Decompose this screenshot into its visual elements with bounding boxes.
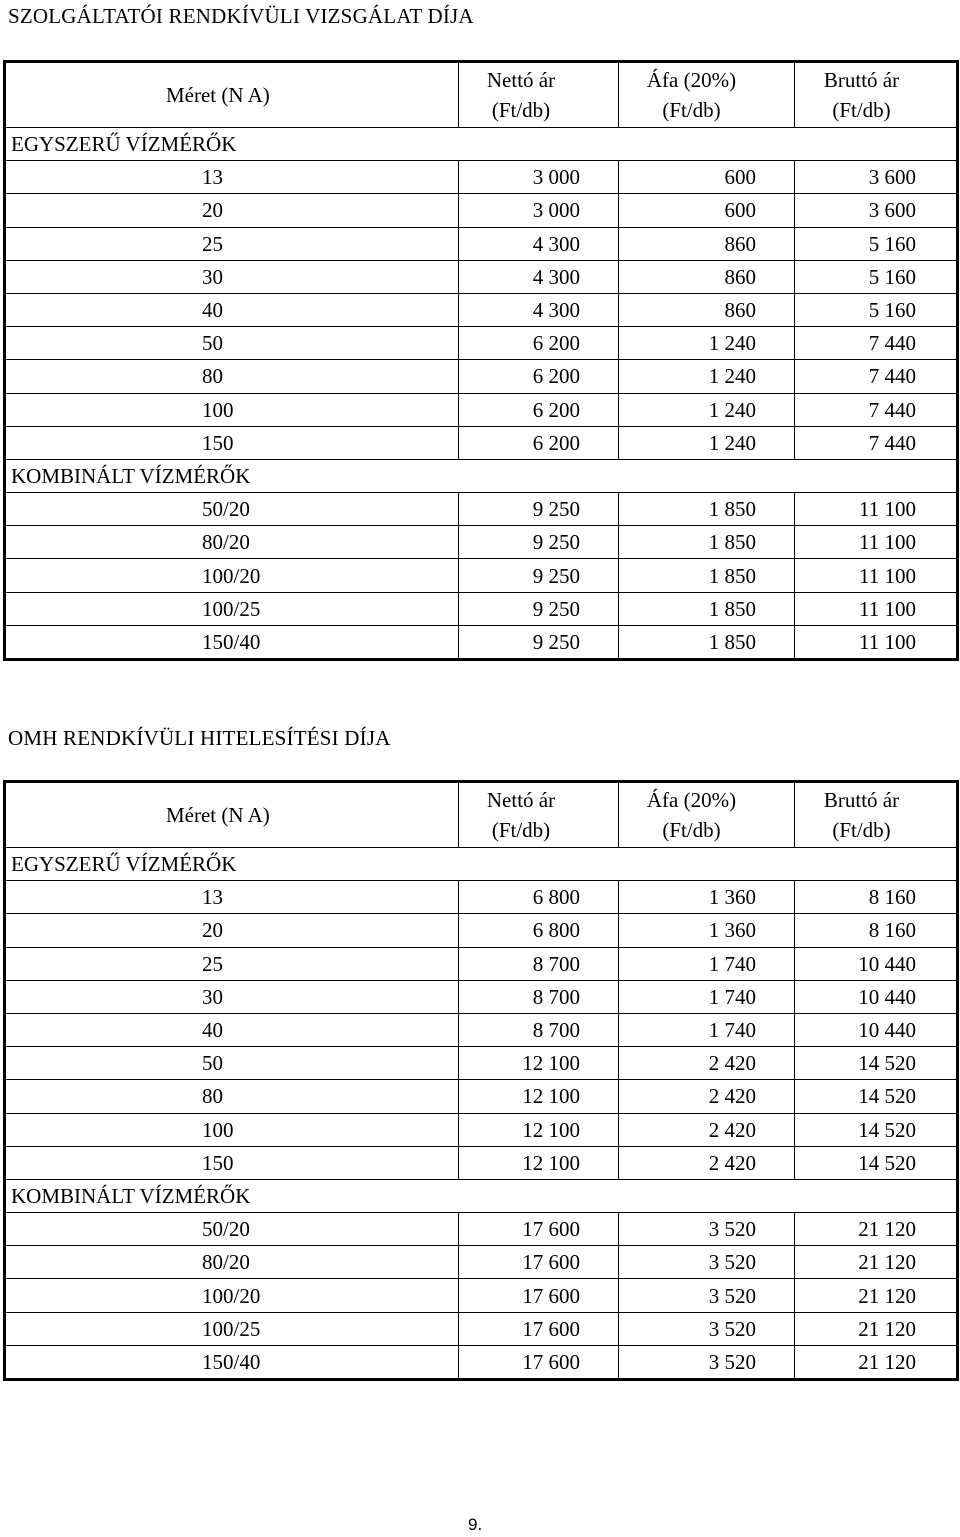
size-cell: 100/20 [5, 1279, 459, 1312]
gross-price-cell: 8 160 [795, 881, 958, 914]
size-cell: 25 [5, 227, 459, 260]
table-row [5, 1345, 958, 1379]
table-row [5, 1013, 958, 1046]
gross-price-cell: 11 100 [795, 559, 958, 592]
gross-price-cell: 14 520 [795, 1080, 958, 1113]
column-header-net-price [459, 62, 619, 128]
vat-cell: 2 420 [619, 1146, 795, 1179]
vat-cell: 2 420 [619, 1047, 795, 1080]
table-row [5, 1146, 958, 1179]
table-row [5, 493, 958, 526]
table-row [5, 526, 958, 559]
gross-price-cell: 5 160 [795, 293, 958, 326]
gross-price-cell: 11 100 [795, 526, 958, 559]
vat-cell: 1 360 [619, 914, 795, 947]
price-table-service-inspection [3, 60, 959, 661]
size-cell: 25 [5, 947, 459, 980]
size-cell: 80 [5, 1080, 459, 1113]
net-price-cell: 9 250 [459, 526, 619, 559]
net-price-cell: 17 600 [459, 1246, 619, 1279]
net-price-cell: 8 700 [459, 980, 619, 1013]
gross-price-cell: 21 120 [795, 1312, 958, 1345]
gross-price-cell: 14 520 [795, 1146, 958, 1179]
gross-price-label: Bruttó ár [823, 788, 900, 812]
net-price-cell: 12 100 [459, 1113, 619, 1146]
net-price-cell: 12 100 [459, 1047, 619, 1080]
table-row [5, 1047, 958, 1080]
column-header-vat [619, 62, 795, 128]
gross-price-cell: 8 160 [795, 914, 958, 947]
size-cell: 13 [5, 881, 459, 914]
vat-cell: 1 850 [619, 493, 795, 526]
vat-cell: 1 240 [619, 360, 795, 393]
net-price-unit: (Ft/db) [491, 818, 551, 842]
net-price-cell: 6 200 [459, 426, 619, 459]
vat-cell: 860 [619, 227, 795, 260]
net-price-cell: 6 200 [459, 360, 619, 393]
size-cell: 80 [5, 360, 459, 393]
gross-price-cell: 5 160 [795, 260, 958, 293]
net-price-cell: 17 600 [459, 1345, 619, 1379]
vat-cell: 1 740 [619, 947, 795, 980]
gross-price-cell: 3 600 [795, 161, 958, 194]
table-row [5, 1080, 958, 1113]
net-price-cell: 8 700 [459, 1013, 619, 1046]
gross-price-unit: (Ft/db) [832, 818, 891, 842]
net-price-cell: 12 100 [459, 1146, 619, 1179]
table-row [5, 426, 958, 459]
table-row [5, 881, 958, 914]
size-cell: 30 [5, 260, 459, 293]
group-header-row [5, 848, 958, 881]
net-price-cell: 8 700 [459, 947, 619, 980]
gross-price-cell: 11 100 [795, 625, 958, 659]
net-price-cell: 12 100 [459, 1080, 619, 1113]
gross-price-cell: 21 120 [795, 1279, 958, 1312]
table-header-row [5, 62, 958, 128]
vat-cell: 1 850 [619, 526, 795, 559]
table-row [5, 947, 958, 980]
vat-cell: 2 420 [619, 1113, 795, 1146]
section-title-omh-calibration-fee: OMH RENDKÍVÜLI HITELESÍTÉSI DÍJA [8, 726, 391, 750]
gross-price-cell: 21 120 [795, 1345, 958, 1379]
group-label: KOMBINÁLT VÍZMÉRŐK [5, 1179, 958, 1212]
group-label: KOMBINÁLT VÍZMÉRŐK [5, 459, 958, 492]
group-header-row [5, 1179, 958, 1212]
vat-cell: 1 740 [619, 980, 795, 1013]
table-row [5, 559, 958, 592]
vat-cell: 1 850 [619, 592, 795, 625]
vat-label: Áfa (20%) [646, 68, 737, 92]
size-cell: 100 [5, 1113, 459, 1146]
gross-price-cell: 3 600 [795, 194, 958, 227]
net-price-cell: 4 300 [459, 260, 619, 293]
vat-cell: 2 420 [619, 1080, 795, 1113]
net-price-cell: 6 800 [459, 914, 619, 947]
net-price-cell: 4 300 [459, 293, 619, 326]
size-cell: 50/20 [5, 493, 459, 526]
vat-cell: 3 520 [619, 1345, 795, 1379]
gross-price-cell: 14 520 [795, 1113, 958, 1146]
size-cell: 150 [5, 1146, 459, 1179]
gross-price-cell: 7 440 [795, 426, 958, 459]
column-header-size: Méret (N A) [5, 62, 459, 128]
size-cell: 80/20 [5, 1246, 459, 1279]
gross-price-cell: 11 100 [795, 493, 958, 526]
net-price-cell: 17 600 [459, 1312, 619, 1345]
table-row [5, 393, 958, 426]
table-row [5, 914, 958, 947]
net-price-cell: 3 000 [459, 194, 619, 227]
vat-cell: 1 360 [619, 881, 795, 914]
net-price-cell: 9 250 [459, 493, 619, 526]
table-row [5, 293, 958, 326]
net-price-cell: 17 600 [459, 1279, 619, 1312]
gross-price-cell: 21 120 [795, 1213, 958, 1246]
gross-price-cell: 10 440 [795, 947, 958, 980]
table-row [5, 360, 958, 393]
table-header-row [5, 782, 958, 848]
vat-cell: 860 [619, 260, 795, 293]
size-cell: 100/25 [5, 1312, 459, 1345]
net-price-cell: 6 800 [459, 881, 619, 914]
table-row [5, 260, 958, 293]
net-price-unit: (Ft/db) [491, 98, 551, 122]
gross-price-unit: (Ft/db) [832, 98, 891, 122]
page-number: 9. [468, 1515, 483, 1534]
size-cell: 100/20 [5, 559, 459, 592]
size-cell: 100/25 [5, 592, 459, 625]
column-header-vat [619, 782, 795, 848]
net-price-cell: 17 600 [459, 1213, 619, 1246]
size-cell: 20 [5, 194, 459, 227]
table-row [5, 327, 958, 360]
size-cell: 150 [5, 426, 459, 459]
net-price-cell: 9 250 [459, 559, 619, 592]
vat-label: Áfa (20%) [646, 788, 737, 812]
vat-cell: 600 [619, 194, 795, 227]
gross-price-cell: 7 440 [795, 360, 958, 393]
table-row [5, 980, 958, 1013]
size-cell: 30 [5, 980, 459, 1013]
table-row [5, 1113, 958, 1146]
vat-cell: 600 [619, 161, 795, 194]
vat-cell: 1 240 [619, 393, 795, 426]
size-cell: 13 [5, 161, 459, 194]
table-row [5, 592, 958, 625]
net-price-cell: 4 300 [459, 227, 619, 260]
group-header-row [5, 128, 958, 161]
size-cell: 50 [5, 1047, 459, 1080]
size-cell: 150/40 [5, 1345, 459, 1379]
column-header-gross-price [795, 782, 958, 848]
gross-price-cell: 14 520 [795, 1047, 958, 1080]
vat-cell: 860 [619, 293, 795, 326]
vat-cell: 1 240 [619, 327, 795, 360]
table-row [5, 227, 958, 260]
size-cell: 150/40 [5, 625, 459, 659]
gross-price-cell: 5 160 [795, 227, 958, 260]
table-row [5, 625, 958, 659]
size-cell: 50 [5, 327, 459, 360]
table-row [5, 1246, 958, 1279]
net-price-cell: 9 250 [459, 625, 619, 659]
vat-cell: 3 520 [619, 1312, 795, 1345]
size-cell: 80/20 [5, 526, 459, 559]
vat-cell: 3 520 [619, 1213, 795, 1246]
vat-cell: 1 850 [619, 625, 795, 659]
table-row [5, 161, 958, 194]
size-cell: 40 [5, 293, 459, 326]
vat-cell: 1 740 [619, 1013, 795, 1046]
net-price-label: Nettó ár [486, 788, 556, 812]
net-price-cell: 6 200 [459, 327, 619, 360]
vat-cell: 1 850 [619, 559, 795, 592]
gross-price-cell: 10 440 [795, 1013, 958, 1046]
group-label: EGYSZERŰ VÍZMÉRŐK [5, 848, 958, 881]
gross-price-cell: 7 440 [795, 327, 958, 360]
group-label: EGYSZERŰ VÍZMÉRŐK [5, 128, 958, 161]
net-price-cell: 3 000 [459, 161, 619, 194]
net-price-cell: 6 200 [459, 393, 619, 426]
vat-cell: 1 240 [619, 426, 795, 459]
net-price-label: Nettó ár [486, 68, 556, 92]
size-cell: 100 [5, 393, 459, 426]
size-cell: 20 [5, 914, 459, 947]
column-header-net-price [459, 782, 619, 848]
group-header-row [5, 459, 958, 492]
table-row [5, 194, 958, 227]
net-price-cell: 9 250 [459, 592, 619, 625]
vat-cell: 3 520 [619, 1246, 795, 1279]
vat-cell: 3 520 [619, 1279, 795, 1312]
table-row [5, 1279, 958, 1312]
size-cell: 40 [5, 1013, 459, 1046]
gross-price-label: Bruttó ár [823, 68, 900, 92]
table-row [5, 1312, 958, 1345]
vat-unit: (Ft/db) [662, 818, 721, 842]
column-header-gross-price [795, 62, 958, 128]
vat-unit: (Ft/db) [662, 98, 721, 122]
table-row [5, 1213, 958, 1246]
gross-price-cell: 7 440 [795, 393, 958, 426]
price-table-omh-calibration [3, 780, 959, 1381]
gross-price-cell: 21 120 [795, 1246, 958, 1279]
section-title-service-inspection-fee: SZOLGÁLTATÓI RENDKÍVÜLI VIZSGÁLAT DÍJA [8, 4, 474, 28]
size-cell: 50/20 [5, 1213, 459, 1246]
gross-price-cell: 11 100 [795, 592, 958, 625]
gross-price-cell: 10 440 [795, 980, 958, 1013]
column-header-size: Méret (N A) [5, 782, 459, 848]
